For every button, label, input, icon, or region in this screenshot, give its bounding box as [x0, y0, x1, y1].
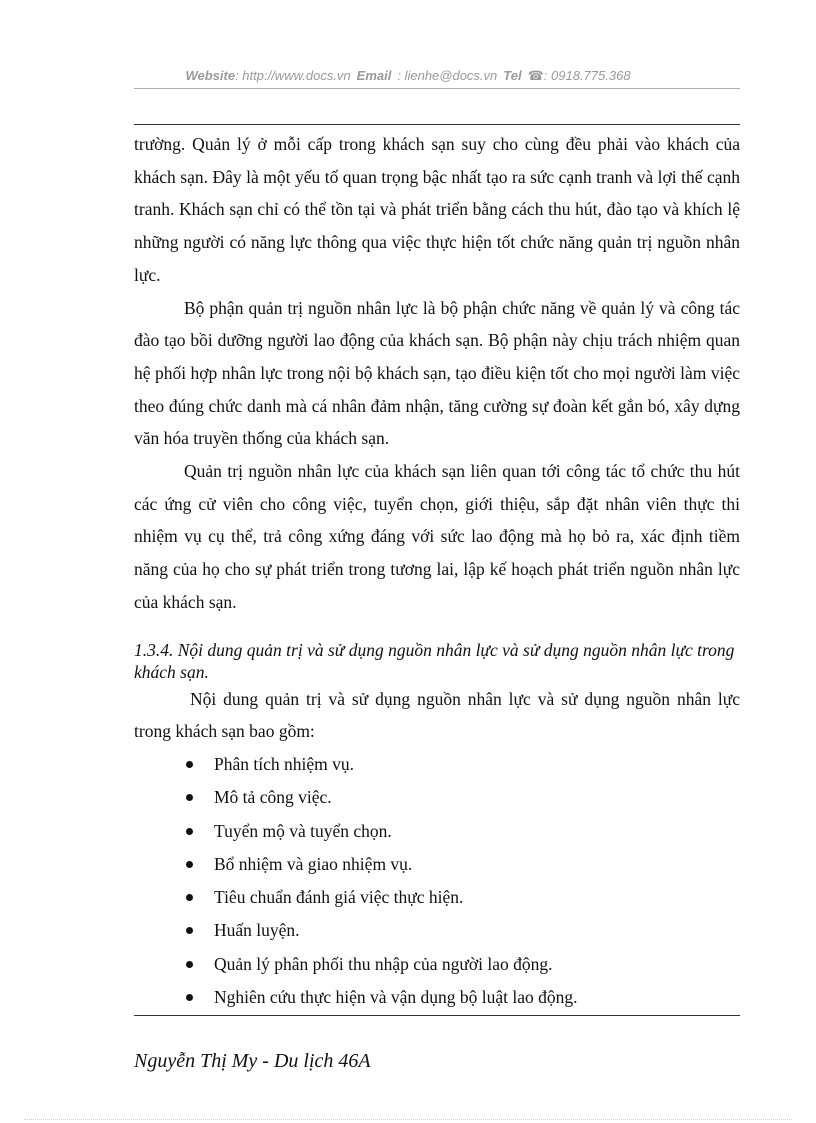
section-lead: Nội dung quản trị và sử dụng nguồn nhân lực và sử dụng nguồn nhân lực trong khách sạn bao gồm: [134, 688, 740, 742]
website-value: : http://www.docs.vn [235, 68, 351, 83]
content-list [134, 748, 740, 1014]
list-item [134, 881, 740, 914]
list-item [134, 948, 740, 981]
list-item-text: Nghiên cứu thực hiện và vận dụng bộ luật lao động. [214, 987, 578, 1008]
bullet-icon [186, 894, 193, 901]
content-bottom-rule [134, 1015, 740, 1016]
list-item-text: Quản lý phân phối thu nhập của người lao động. [214, 953, 553, 974]
bullet-icon [186, 761, 193, 768]
bullet-icon [186, 794, 193, 801]
list-item [134, 815, 740, 848]
email-value: : lienhe@docs.vn [397, 68, 498, 83]
website-label: Website [185, 68, 236, 83]
list-item [134, 914, 740, 947]
list-item-text: Bổ nhiệm và giao nhiệm vụ. [214, 853, 413, 874]
list-item [134, 748, 740, 781]
paragraph-2: Bộ phận quản trị nguồn nhân lực là bộ phận chức năng về quản lý và công tác đào tạo bồi dưỡng người lao động của khách sạn. Bộ phận này chịu trách nhiệm quan hệ phối hợp nhân lực trong nội bộ khách sạn, tạo điều kiện tốt cho mọi người làm việc theo đúng chức danh mà cá nhân đảm nhận, tăng cường sự đoàn kết gắn bó, xây dựng văn hóa truyền thống của khách sạn. [134, 297, 740, 449]
page-edge-divider [24, 1119, 792, 1120]
list-item [134, 848, 740, 881]
list-item [134, 981, 740, 1014]
page-header [0, 68, 816, 84]
list-item [134, 781, 740, 814]
email-label: Email [356, 68, 392, 83]
list-item-text: Tiêu chuẩn đánh giá việc thực hiện. [214, 887, 464, 908]
paragraph-1: trường. Quản lý ở mỗi cấp trong khách sạn suy cho cùng đều phải vào khách của khách sạn. Đây là một yếu tố quan trọng bậc nhất tạo ra sức cạnh tranh và lợi thế cạnh tranh. Khách sạn chỉ có thể tồn tại và phát triển bằng cách thu hút, đào tạo và khích lệ những người có năng lực thông qua việc thực hiện tốt chức năng quản trị nguồn nhân lực. [134, 134, 740, 285]
bullet-icon [186, 961, 193, 968]
bullet-icon [186, 994, 193, 1001]
header-divider [134, 88, 740, 89]
tel-label: Tel [503, 68, 522, 83]
list-item-text: Tuyển mộ và tuyển chọn. [214, 820, 392, 841]
list-item-text: Huấn luyện. [214, 920, 300, 941]
bullet-icon [186, 927, 193, 934]
paragraph-3: Quản trị nguồn nhân lực của khách sạn liên quan tới công tác tổ chức thu hút các ứng cử viên cho công việc, tuyển chọn, giới thiệu, sắp đặt nhân viên thực thi nhiệm vụ cụ thể, trả công xứng đáng với sức lao động mà họ bỏ ra, xác định tiềm năng của họ cho sự phát triển trong tương lai, lập kế hoạch phát triển nguồn nhân lực của khách sạn. [134, 461, 740, 612]
bullet-icon [186, 861, 193, 868]
list-item-text: Mô tả công việc. [214, 787, 332, 808]
page-footer: Nguyễn Thị My - Du lịch 46A [134, 1050, 371, 1072]
section-heading: 1.3.4. Nội dung quản trị và sử dụng nguồn nhân lực và sử dụng nguồn nhân lực trong khách sạn. [134, 639, 735, 682]
tel-value: : 0918.775.368 [543, 68, 631, 83]
bullet-icon [186, 828, 193, 835]
content-top-rule [134, 124, 740, 125]
phone-icon: ☎ [527, 68, 544, 83]
document-body [134, 128, 740, 1014]
list-item-text: Phân tích nhiệm vụ. [214, 753, 354, 774]
